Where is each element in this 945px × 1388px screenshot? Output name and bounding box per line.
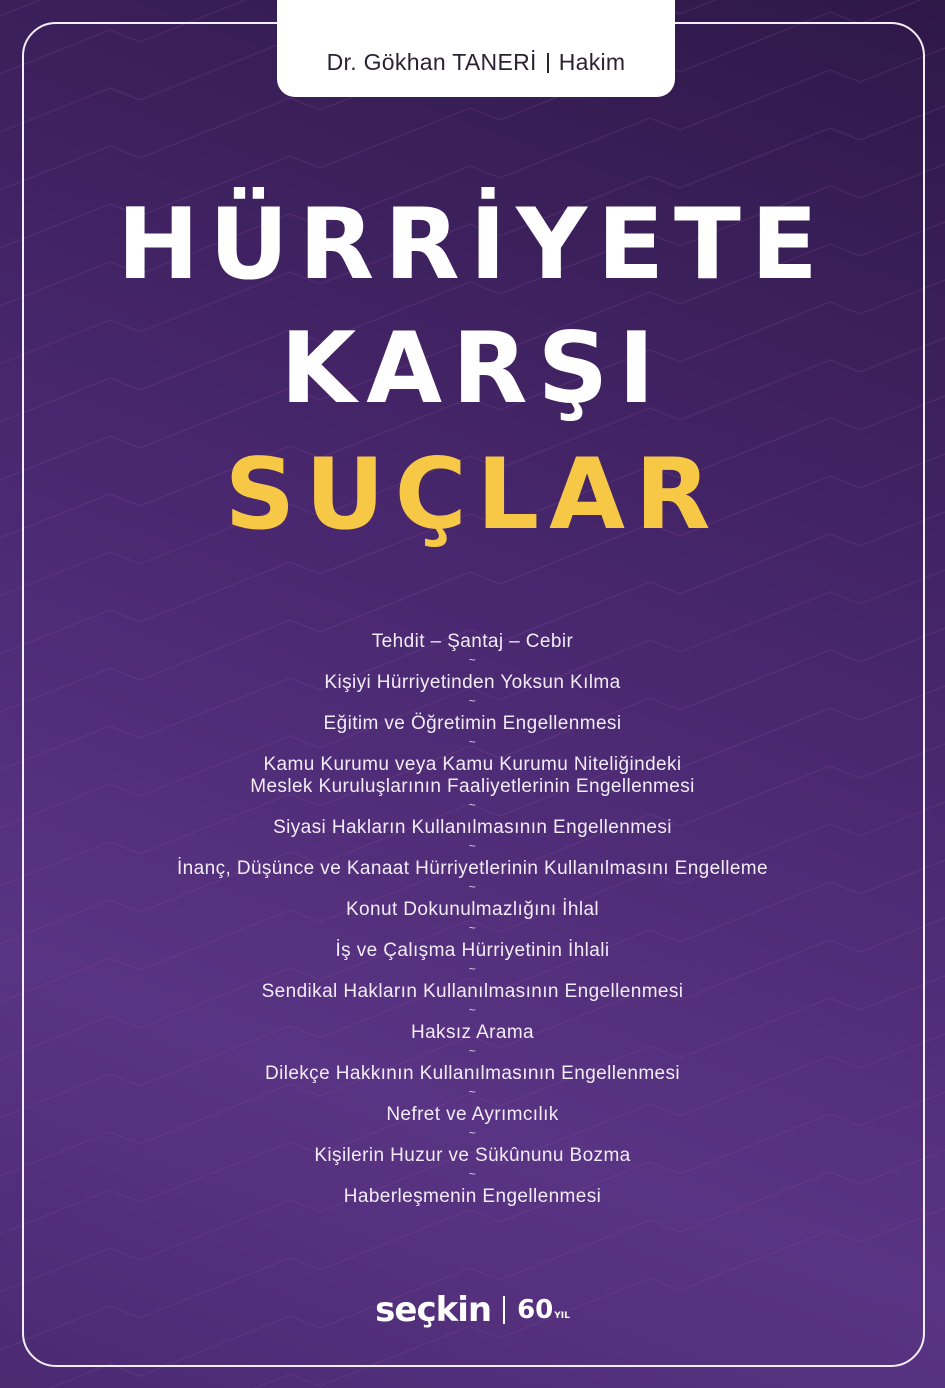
anniversary-suffix: YIL	[554, 1311, 570, 1321]
topic-line: Sendikal Hakların Kullanılmasının Engellenmesi	[261, 981, 684, 1002]
title-line-1: HÜRRİYETE	[117, 188, 828, 302]
anniversary-badge	[517, 1295, 570, 1325]
topic-item	[0, 899, 945, 921]
topic-item	[0, 1104, 945, 1126]
publisher-separator	[503, 1296, 505, 1324]
topic-line: Kamu Kurumu veya Kamu Kurumu Niteliğindeki	[263, 754, 682, 775]
topic-item	[0, 713, 945, 735]
topic-separator: ~	[468, 798, 477, 812]
author-role: Hakim	[558, 49, 626, 75]
topic-item	[0, 1063, 945, 1085]
topic-item	[0, 754, 945, 798]
topic-line: Tehdit – Şantaj – Cebir	[371, 631, 574, 652]
topic-line: Kişiyi Hürriyetinden Yoksun Kılma	[324, 672, 621, 693]
topic-item	[0, 1145, 945, 1167]
topic-line: Haksız Arama	[410, 1022, 535, 1043]
author-name: Dr. Gökhan TANERİ	[326, 49, 537, 75]
topic-separator: ~	[468, 1044, 477, 1058]
topic-separator: ~	[468, 1167, 477, 1181]
topic-item	[0, 981, 945, 1003]
topic-separator: ~	[468, 1085, 477, 1099]
anniversary-number: 60	[517, 1295, 554, 1325]
topic-line: Siyasi Hakların Kullanılmasının Engellenmesi	[273, 817, 672, 838]
topic-item	[0, 631, 945, 653]
topic-separator: ~	[468, 694, 477, 708]
topic-item	[0, 858, 945, 880]
topic-line: Kişilerin Huzur ve Sükûnunu Bozma	[314, 1145, 631, 1166]
topic-separator: ~	[468, 1003, 477, 1017]
topic-separator: ~	[468, 880, 477, 894]
topic-line: İş ve Çalışma Hürriyetinin İhlali	[335, 940, 610, 961]
topic-separator: ~	[468, 1126, 477, 1140]
topic-line: İnanç, Düşünce ve Kanaat Hürriyetlerinin Kullanılmasını Engelleme	[176, 858, 769, 879]
author-separator	[547, 53, 549, 73]
topic-separator: ~	[468, 839, 477, 853]
topic-list	[0, 631, 945, 1208]
title-line-3: SUÇLAR	[224, 438, 721, 552]
author-tab	[277, 0, 675, 97]
topic-line: Haberleşmenin Engellenmesi	[343, 1186, 602, 1207]
topic-line: Dilekçe Hakkının Kullanılmasının Engellenmesi	[264, 1063, 681, 1084]
topic-line: Nefret ve Ayrımcılık	[386, 1104, 559, 1125]
title-line-2: KARŞI	[280, 312, 665, 426]
topic-item	[0, 1186, 945, 1208]
topic-line: Eğitim ve Öğretimin Engellenmesi	[323, 713, 622, 734]
publisher-name: seçkin	[375, 1290, 492, 1330]
topic-separator: ~	[468, 735, 477, 749]
topic-line: Konut Dokunulmazlığını İhlal	[345, 899, 600, 920]
topic-separator: ~	[468, 962, 477, 976]
topic-item	[0, 940, 945, 962]
topic-item	[0, 672, 945, 694]
topic-separator: ~	[468, 653, 477, 667]
publisher-logo	[0, 1290, 945, 1330]
topic-line: Meslek Kuruluşlarının Faaliyetlerinin Engellenmesi	[250, 776, 695, 797]
topic-separator: ~	[468, 921, 477, 935]
topic-item	[0, 817, 945, 839]
topic-item	[0, 1022, 945, 1044]
